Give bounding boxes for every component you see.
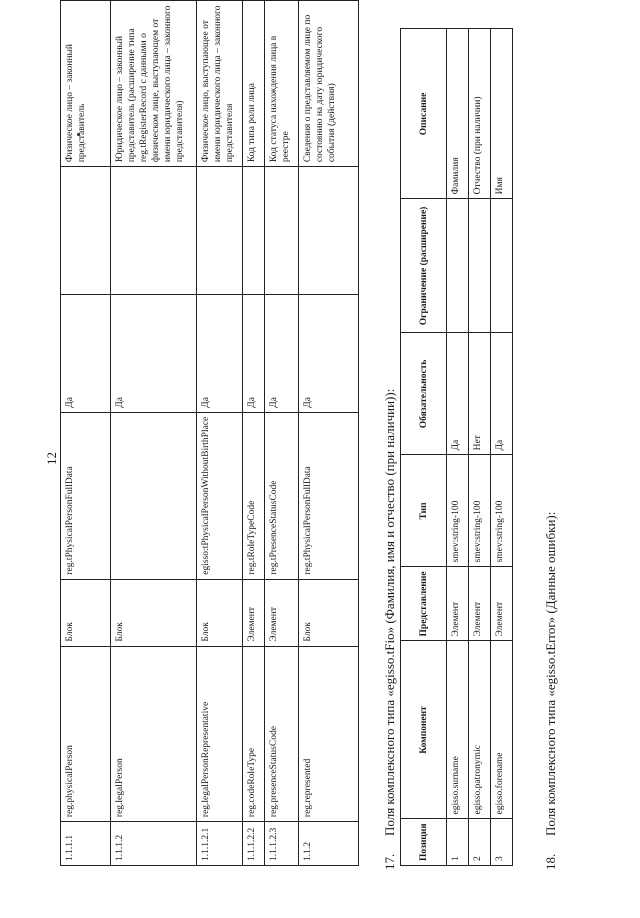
cell-req: Да: [265, 295, 299, 412]
table-row: [111, 1, 197, 866]
cell-limit: [61, 167, 111, 295]
cell-num: 1.1.1.1: [61, 822, 111, 866]
cell-req: Да: [447, 333, 469, 455]
table-header-row: [401, 29, 447, 866]
caption-text: Поля комплексного типа «egisso.tFio» (Фамилия, имя и отчество (при наличии)):: [382, 388, 397, 836]
section-caption-18: [543, 512, 559, 870]
cell-type: reg.tPresenceStatusCode: [265, 412, 299, 579]
cell-req: Да: [243, 295, 265, 412]
cell-req: Да: [61, 295, 111, 412]
cell-name: reg.legalPerson: [111, 646, 197, 822]
cell-repr: Блок: [111, 579, 197, 646]
header-position: Позиция: [401, 819, 447, 866]
caption-number: 18.: [543, 853, 558, 870]
caption-number: 17.: [382, 853, 397, 870]
cell-req: Да: [299, 295, 359, 412]
cell-num: 1.1.1.2.3: [265, 822, 299, 866]
table-row: [197, 1, 243, 866]
table-row: [469, 29, 491, 866]
cell-pos: 2: [469, 819, 491, 866]
table-row: [491, 29, 513, 866]
cell-type: smev:string-100: [491, 455, 513, 567]
cell-name: reg.represented: [299, 646, 359, 822]
cell-limit: [197, 167, 243, 295]
cell-desc: Физическое лицо – законный представитель: [61, 1, 111, 167]
cell-repr: Элемент: [265, 579, 299, 646]
cell-req: Да: [197, 295, 243, 412]
cell-repr: Блок: [197, 579, 243, 646]
cell-desc: Имя: [491, 29, 513, 199]
header-description: Описание: [401, 29, 447, 199]
cell-repr: Блок: [299, 579, 359, 646]
page-number: 12: [44, 452, 59, 465]
table-fio-fields: [400, 28, 513, 866]
cell-type: reg.tPhysicalPersonFullData: [61, 412, 111, 579]
cell-type: reg.tRoleTypeCode: [243, 412, 265, 579]
cell-name: reg.codeRoleType: [243, 646, 265, 822]
cell-limit: [243, 167, 265, 295]
cell-name: reg.presenceStatusCode: [265, 646, 299, 822]
cell-type: egisso:tPhysicalPersonWithoutBirthPlace: [197, 412, 243, 579]
cell-limit: [447, 199, 469, 333]
cell-repr: Блок: [61, 579, 111, 646]
cell-desc: Юридическое лицо – законный представитель (расширение типа reg.tRegisterRecord с данными о физическом лице, выступающем от имени юридического лица – законного представителя): [111, 1, 197, 167]
cell-repr: Элемент: [243, 579, 265, 646]
cell-repr: Элемент: [491, 567, 513, 641]
cell-desc: Код статуса нахождения лица в реестре: [265, 1, 299, 167]
cell-type: smev:string-100: [447, 455, 469, 567]
cell-desc: Фамилия: [447, 29, 469, 199]
cell-repr: Элемент: [447, 567, 469, 641]
cell-pos: 1: [447, 819, 469, 866]
cell-limit: [299, 167, 359, 295]
cell-limit: [265, 167, 299, 295]
table-row: [299, 1, 359, 866]
table-row: [61, 1, 111, 866]
cell-type: [111, 412, 197, 579]
cell-desc: Отчество (при наличии): [469, 29, 491, 199]
cell-num: 1.1.2: [299, 822, 359, 866]
cell-req: Нет: [469, 333, 491, 455]
caption-text: Поля комплексного типа «egisso.tError» (Данные ошибки):: [543, 511, 558, 836]
cell-comp: egisso.surname: [447, 641, 469, 819]
cell-name: reg.physicalPerson: [61, 646, 111, 822]
cell-type: smev:string-100: [469, 455, 491, 567]
cell-num: 1.1.1.2: [111, 822, 197, 866]
cell-desc: Код типа роли лица: [243, 1, 265, 167]
header-type: Тип: [401, 455, 447, 567]
cell-num: 1.1.1.2.1: [197, 822, 243, 866]
cell-comp: egisso.patronymic: [469, 641, 491, 819]
cell-limit: [491, 199, 513, 333]
cell-repr: Элемент: [469, 567, 491, 641]
cell-num: 1.1.1.2.2: [243, 822, 265, 866]
cell-comp: egisso.forename: [491, 641, 513, 819]
table-row: [447, 29, 469, 866]
cell-pos: 3: [491, 819, 513, 866]
header-component: Компонент: [401, 641, 447, 819]
table-registry-fields: [60, 0, 359, 866]
cell-req: Да: [111, 295, 197, 412]
cell-desc: Физическое лицо, выступающее от имени юридического лица – законного представителя: [197, 1, 243, 167]
header-limit: Ограничение (расширение): [401, 199, 447, 333]
cell-limit: [469, 199, 491, 333]
cell-req: Да: [491, 333, 513, 455]
header-required: Обязательность: [401, 333, 447, 455]
cell-type: reg.tPhysicalPersonFullData: [299, 412, 359, 579]
cell-limit: [111, 167, 197, 295]
header-representation: Представление: [401, 567, 447, 641]
table-row: [265, 1, 299, 866]
section-caption-17: [382, 389, 398, 870]
cell-name: reg.legalPersonRepresentative: [197, 646, 243, 822]
table-row: [243, 1, 265, 866]
cell-desc: Сведения о представляемом лице по состоянию на дату юридического события (действия): [299, 1, 359, 167]
